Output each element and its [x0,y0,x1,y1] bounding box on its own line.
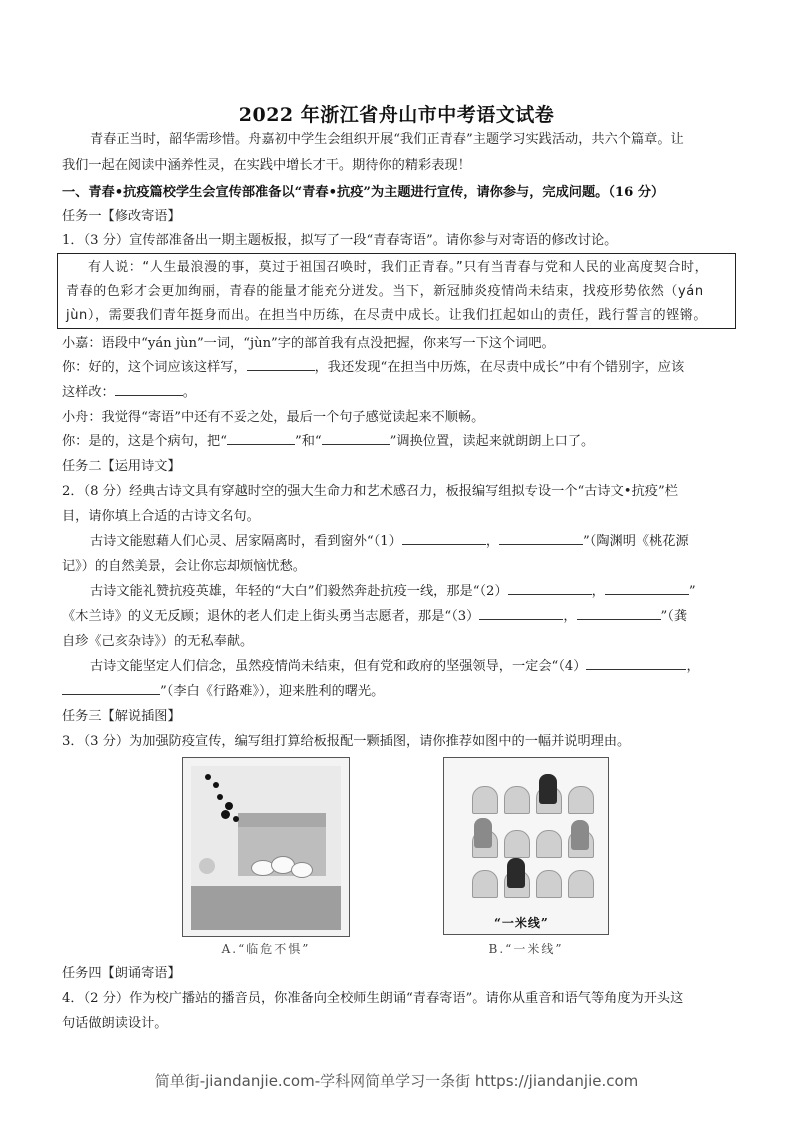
answer-blank-typo[interactable] [115,381,183,396]
answer-blank-3a[interactable] [479,605,563,620]
question-4-line-2: 句话做朗读设计。 [62,1016,168,1031]
para-text: ”（龚 [660,609,688,624]
para-text: ， [485,534,500,549]
poem-para-3-cont [62,680,738,704]
dialog-text: ”调换位置，读起来就朗朗上口了。 [389,434,595,449]
para-text: ”（李白《行路难》），迎来胜利的曙光。 [160,684,385,699]
poem-para-2-cont [62,605,738,629]
watermark-footer: 简单街-jiandanjie.com-学科网简单学习一条街 https://jiandanjie.com [154,1072,639,1090]
dialog-text: 。 [182,385,196,400]
figure-a-virus-icon [213,782,219,788]
answer-blank-1b[interactable] [499,530,583,545]
figure-a-tree [199,858,215,874]
figure-b-inner-label: “一米线” [494,916,549,930]
dialog-you-1-cont [62,381,738,405]
answer-blank-4a[interactable] [586,655,686,670]
page-title: 2022 年浙江省舟山市中考语文试卷 [238,104,555,126]
para-text: ， [563,609,577,624]
figure-a-ground [191,886,341,930]
figure-a-cloud [291,862,313,878]
answer-blank-3b[interactable] [577,605,661,620]
figure-a-caption: A.“临危不惧” [221,942,311,956]
intro-line-1: 青春正当时，韶华需珍惜。舟嘉初中学生会组织开展“我们正青春”主题学习实践活动，共六个篇章。让 [90,132,684,147]
dialog-text: 你：好的，这个词应该这样写， [62,360,247,375]
chair-icon [472,786,498,814]
question-2-line-1: 2．（8 分）经典古诗文具有穿越时空的强大生命力和艺术感召力，板报编写组拟专设一个“古诗文•抗疫”栏 [62,484,678,499]
figure-a-virus-icon [221,810,230,819]
seated-person-icon [507,858,525,888]
answer-blank-word[interactable] [247,356,315,371]
poem-para-1-cont: 记》）的自然美景，会让你忘却烦恼忧愁。 [62,559,306,574]
para-text: ” [688,584,696,599]
dialog-xiaojia: 小嘉：语段中“yán jùn”一词，“jùn”字的部首我有点没把握，你来写一下这个词吧。 [62,336,555,351]
seated-person-icon [539,774,557,804]
figure-a-illustration[interactable] [182,757,350,937]
answer-blank-2b[interactable] [605,580,689,595]
figure-a-roof [238,813,326,827]
answer-blank-swap-1[interactable] [227,430,295,445]
passage-line-2: 青春的色彩才会更加绚丽，青春的能量才能充分迸发。当下，新冠肺炎疫情尚未结束，找疫形势依然（yán [66,284,704,299]
question-1: 1．（3 分）宣传部准备出一期主题板报，拟写了一段“青春寄语”。请你参与对寄语的修改讨论。 [62,233,618,248]
question-4-line-1: 4．（2 分）作为校广播站的播音员，你准备向全校师生朗诵“青春寄语”。请你从重音和语气等角度为开头这 [62,991,684,1006]
figure-a-virus-icon [225,802,233,810]
poem-para-2-end: 自珍《己亥杂诗》）的无私奉献。 [62,634,254,649]
para-text: ， [686,659,700,674]
poem-para-3 [62,655,766,679]
dialog-you-1 [62,356,738,380]
seated-person-icon [571,820,589,850]
passage-box [57,253,736,329]
poem-para-2 [62,580,766,604]
dialog-text: 你：是的，这是个病句，把“ [62,434,227,449]
question-3: 3．（3 分）为加强防疫宣传，编写组打算给板报配一颗插图，请你推荐如图中的一幅并说明理由。 [62,734,631,749]
para-text: ”（陶渊明《桃花源 [583,534,689,549]
question-2-line-2: 目，请你填上合适的古诗文名句。 [62,509,260,524]
chair-icon [536,870,562,898]
chair-icon [536,830,562,858]
answer-blank-swap-2[interactable] [322,430,390,445]
para-text: 古诗文能坚定人们信念，虽然疫情尚未结束，但有党和政府的坚强领导，一定会“（4） [90,659,587,674]
figure-b-illustration[interactable] [443,757,609,935]
chair-icon [472,870,498,898]
poem-para-1 [62,530,766,554]
passage-line-3: jùn），需要我们青年挺身而出。在担当中历练，在尽责中成长。让我们扛起如山的责任，践行誓言的铿锵。 [66,308,707,323]
chair-icon [568,870,594,898]
answer-blank-2a[interactable] [508,580,592,595]
task2-label: 任务二【运用诗文】 [62,459,181,474]
figure-a-virus-icon [217,794,223,800]
para-text: 古诗文能礼赞抗疫英雄，年轻的“大白”们毅然奔赴抗疫一线，那是“（2） [90,584,508,599]
para-text: 《木兰诗》的义无反顾；退休的老人们走上街头勇当志愿者，那是“（3） [62,609,480,624]
dialog-text: ”和“ [295,434,322,449]
task3-label: 任务三【解说插图】 [62,709,181,724]
answer-blank-4b[interactable] [62,680,160,695]
intro-line-2: 我们一起在阅读中涵养性灵，在实践中增长才干。期待你的精彩表现！ [62,158,471,173]
seated-person-icon [474,818,492,848]
para-text: 古诗文能慰藉人们心灵、居家隔离时，看到窗外“（1） [90,534,402,549]
dialog-text: 这样改： [62,385,115,400]
dialog-xiaozhou: 小舟：我觉得“寄语”中还有不妥之处，最后一个句子感觉读起来不顺畅。 [62,410,485,425]
chair-icon [504,786,530,814]
dialog-you-2 [62,430,738,454]
figure-a-virus-icon [205,774,211,780]
answer-blank-1a[interactable] [402,530,486,545]
task1-label: 任务一【修改寄语】 [62,209,181,224]
task4-label: 任务四【朗诵寄语】 [62,966,181,981]
dialog-text: ，我还发现“在担当中历炼，在尽责中成长”中有个错别字，应该 [314,360,685,375]
para-text: ， [591,584,605,599]
figure-a-virus-icon [233,816,239,822]
figure-b-caption: B.“一米线” [488,942,564,956]
chair-icon [568,786,594,814]
section-heading: 一、青春•抗疫篇校学生会宣传部准备以“青春•抗疫”为主题进行宣传，请你参与，完成问题。（16 分） [62,185,665,200]
passage-line-1: 有人说：“人生最浪漫的事，莫过于祖国召唤时，我们正青春。”只有当青春与党和人民的业高度契合时， [88,260,709,275]
chair-icon [504,830,530,858]
